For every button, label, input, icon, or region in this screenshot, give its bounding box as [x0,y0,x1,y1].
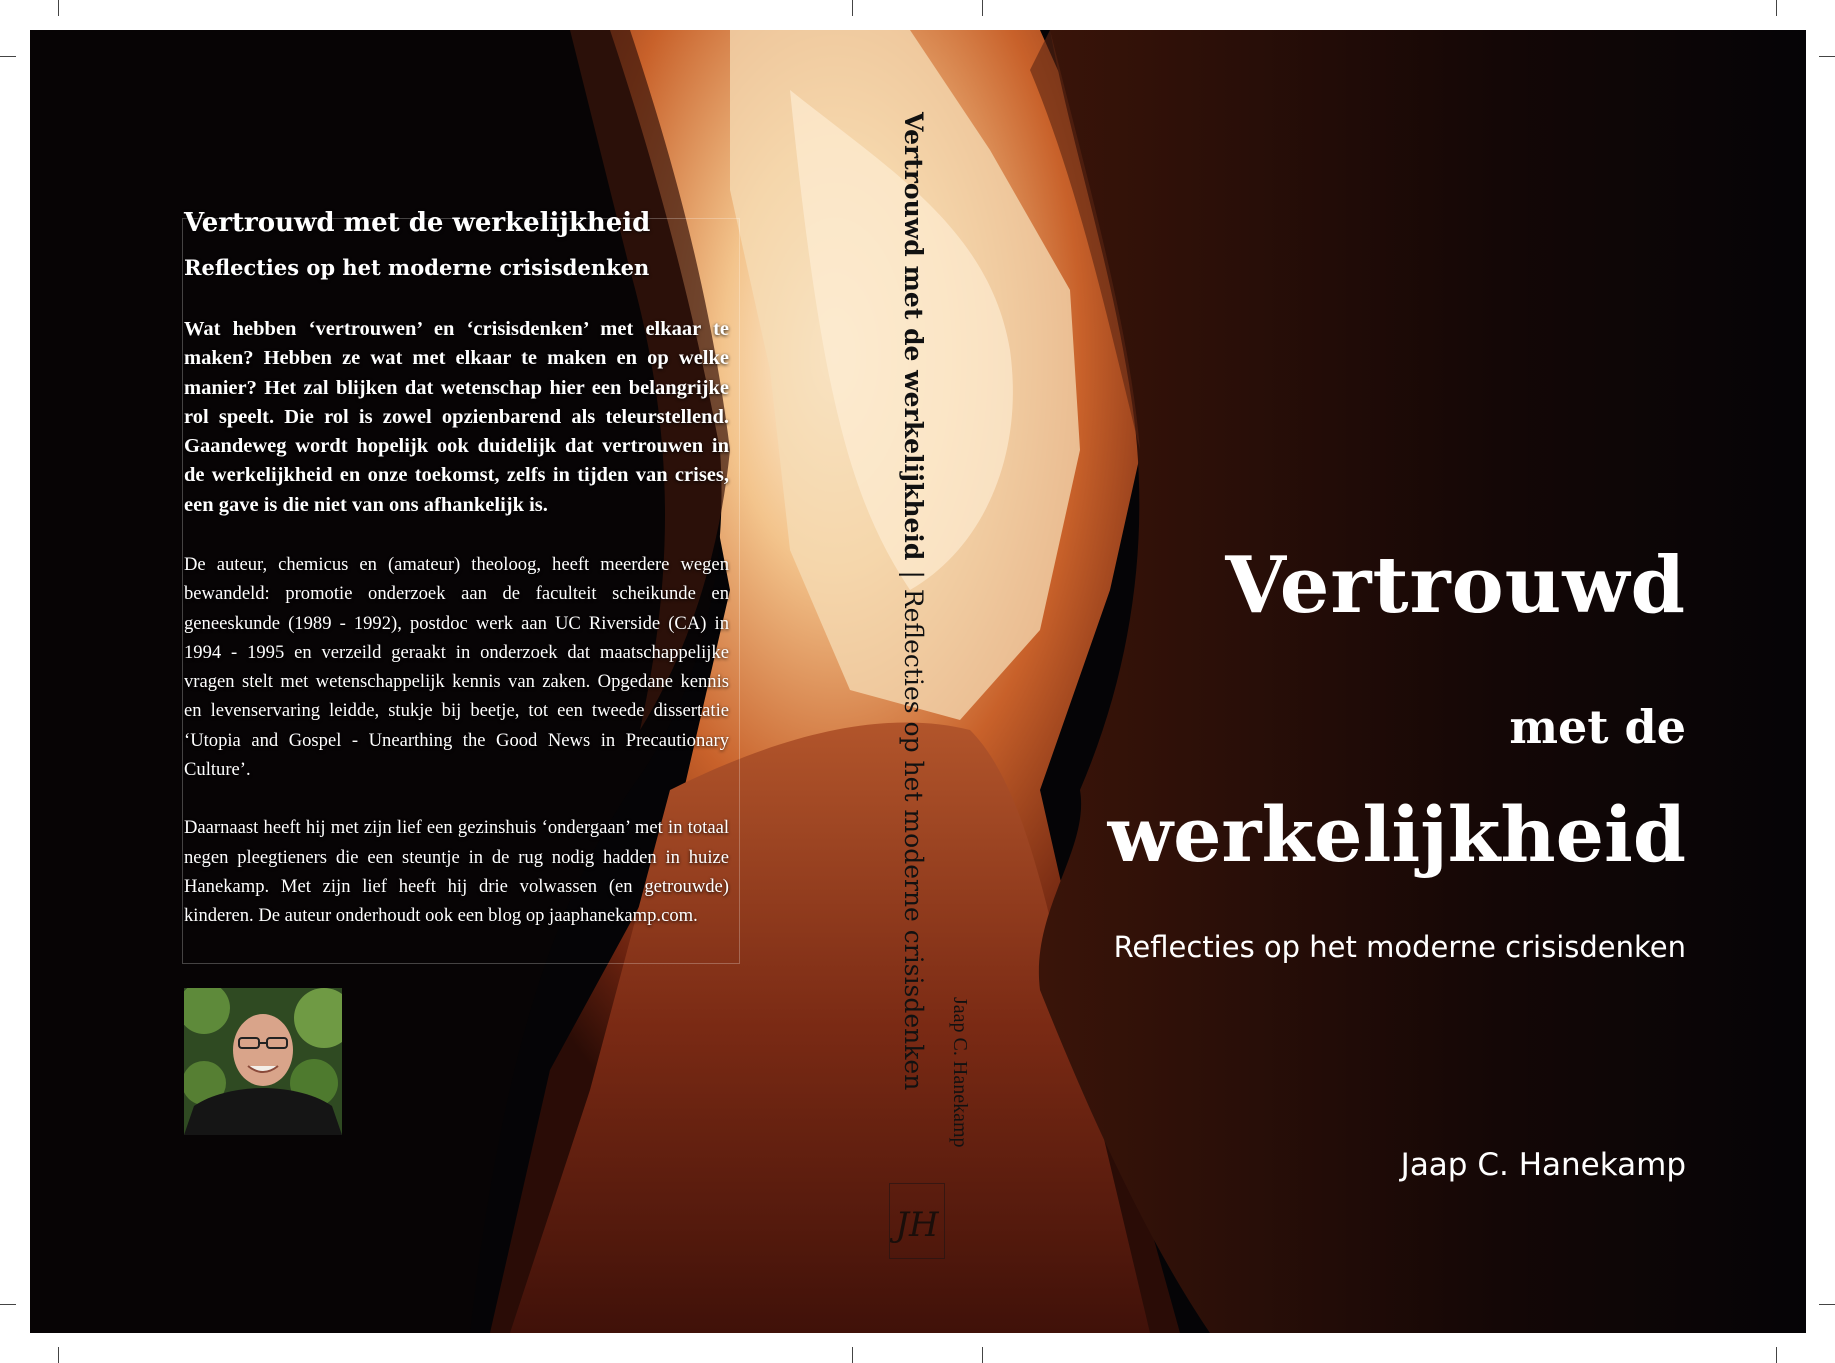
crop-mark [58,1347,59,1363]
author-photo [184,988,342,1135]
crop-mark [1776,1347,1777,1363]
blurb-paragraph: Wat hebben ‘vertrouwen’ en ‘crisisdenken’ met elkaar te maken? Hebben ze wat met elkaar te maken en op welke manier? Het zal blijken dat wetenschap hier een belangrijke rol speelt. Die rol is zowel opzienbarend als teleurstellend. Gaandeweg wordt hopelijk ook duidelijk dat vertrouwen in de werkelijkheid en onze toekomst, zelfs in tijden van crises, een gave is die niet van ons afhankelijk is. [184,318,729,516]
crop-mark [852,0,853,16]
spine-main-title: Vertrouwd met de werkelijkheid [899,112,928,561]
front-title-line-1: Vertrouwd [1225,540,1686,631]
spine-separator: | [899,570,928,579]
crop-mark [1776,0,1777,16]
crop-mark [1819,1304,1835,1305]
author-portrait-image [184,988,342,1135]
author-bio [184,550,729,931]
logo-letters: JH [895,1205,939,1245]
front-title-line-3: werkelijkheid [1107,790,1686,879]
crop-mark [0,1304,16,1305]
publisher-logo [889,1183,945,1259]
crop-mark [58,0,59,16]
crop-mark [852,1347,853,1363]
crop-mark [1819,56,1835,57]
spine-title [893,112,933,1091]
back-cover-title: Vertrouwd met de werkelijkheid [184,208,651,238]
crop-mark [0,56,16,57]
spine-subtitle: Reflecties op het moderne crisisdenken [899,588,928,1091]
bio-paragraph-2: Daarnaast heeft hij met zijn lief een gezinshuis ‘ondergaan’ met in totaal negen pleegtieners die een steuntje in de rug nodig hadden in huize Hanekamp. Met zijn lief heeft hij drie volwassen (en getrouwde) kinderen. De auteur onderhoudt ook een blog op jaaphanekamp.com. [184,817,729,927]
book-cover [30,30,1806,1333]
front-subtitle: Reflecties op het moderne crisisdenken [1113,930,1686,964]
spine-author: Jaap C. Hanekamp [949,997,971,1148]
back-cover-blurb [184,315,729,520]
publisher-logo-mark [890,1184,944,1258]
crop-mark [982,0,983,16]
back-cover-subtitle: Reflecties op het moderne crisisdenken [184,255,650,280]
front-author: Jaap C. Hanekamp [1400,1147,1686,1183]
bio-paragraph-1: De auteur, chemicus en (amateur) theoloog, heeft meerdere wegen bewandeld: promotie onderzoek aan de faculteit scheikunde en geneeskunde (1989 - 1992), postdoc werk aan UC Riverside (CA) in 1994 - 1995 en verzeild geraakt in onderzoek dat maatschappelijke vragen stelt met wetenschappelijk kennis van zaken. Opgedane kennis en levenservaring leidde, stukje bij beetje, tot een tweede dissertatie ‘Utopia and Gospel - Unearthing the Good News in Precautionary Culture’. [184,554,729,781]
front-title-line-2: met de [1509,700,1686,754]
crop-mark [982,1347,983,1363]
